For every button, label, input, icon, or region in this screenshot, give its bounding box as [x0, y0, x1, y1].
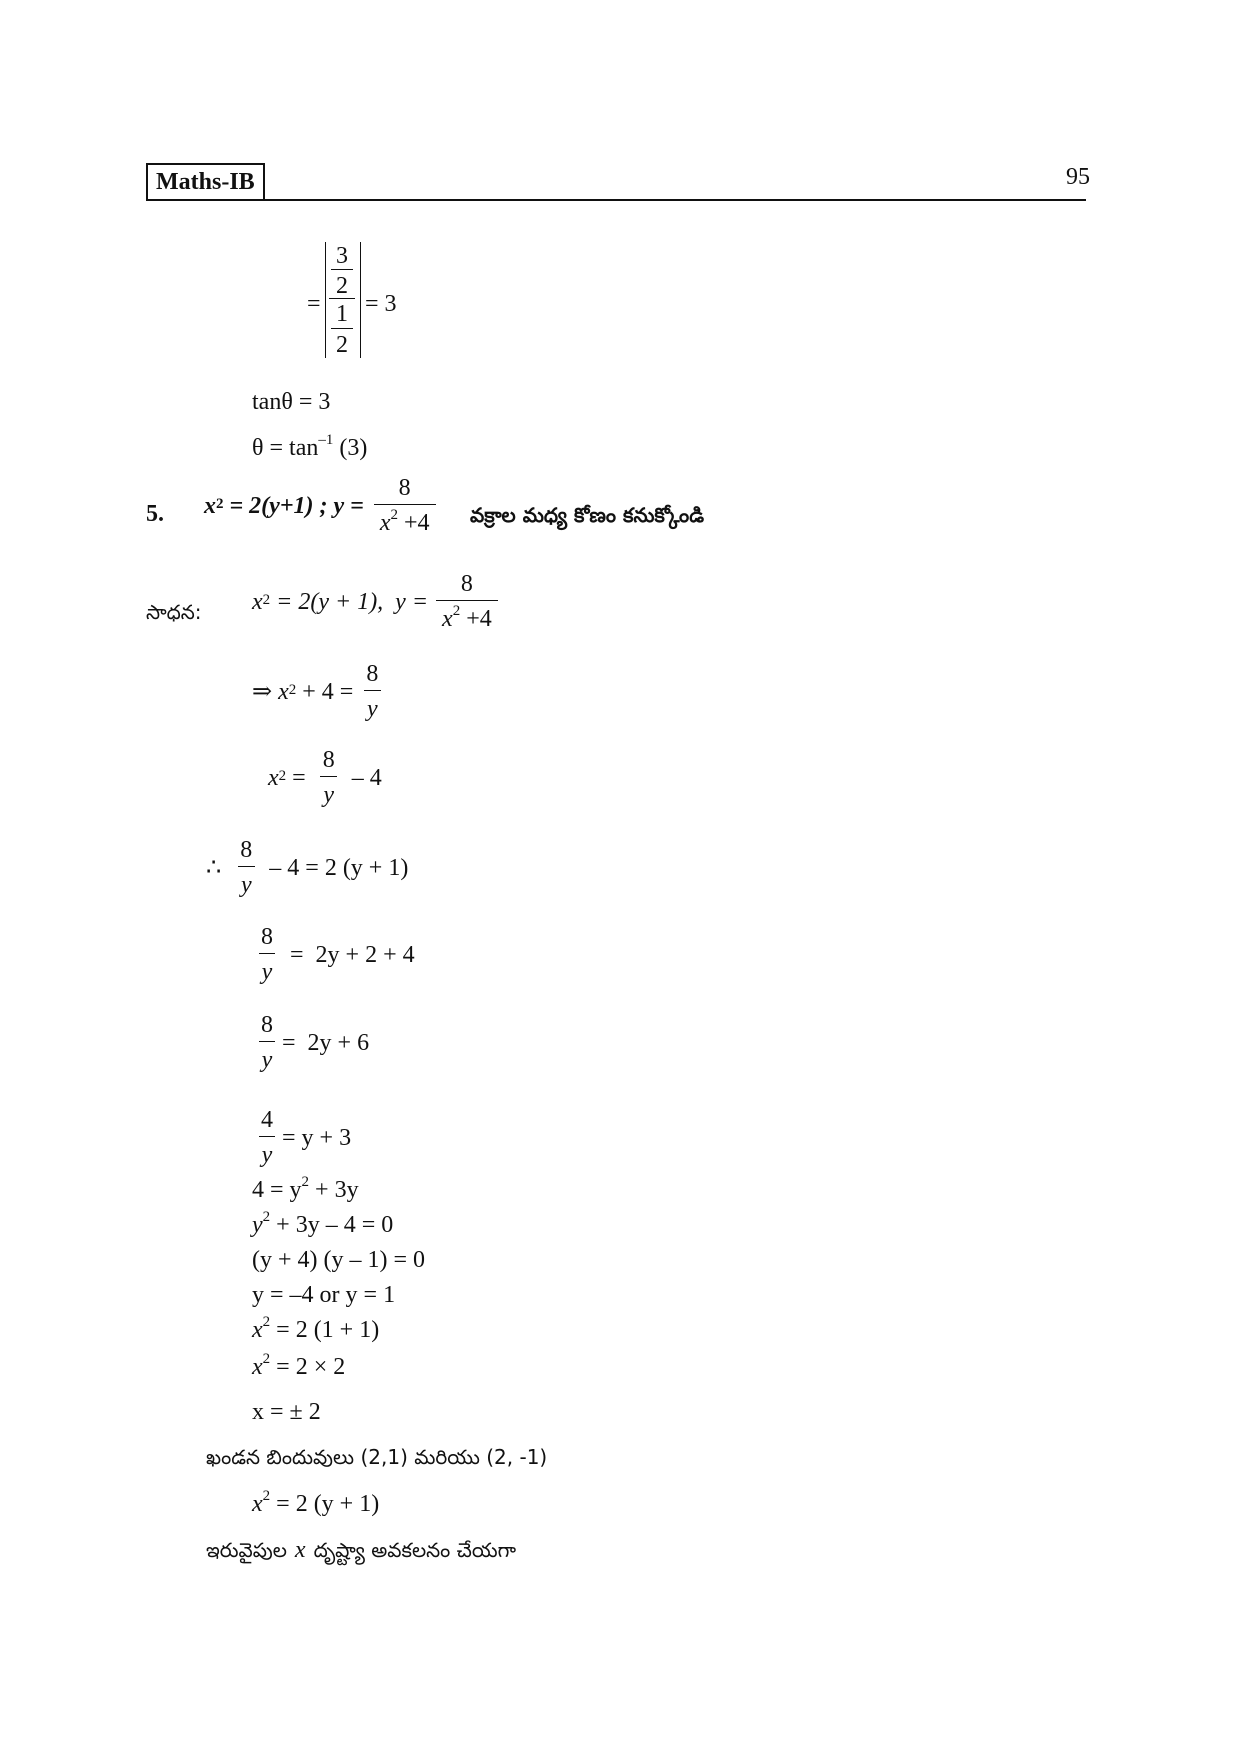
q-den-rest: +4: [397, 510, 430, 536]
solution-line-3: x $^2$ = $\frac{8}{y}$ – 4: [268, 747, 382, 808]
s2-prefix: ⇒ x: [252, 678, 289, 705]
q-frac-den: [374, 504, 436, 535]
s16-b: = 2 (y + 1): [270, 1491, 380, 1517]
page-number: 95: [1066, 164, 1090, 190]
abs-eq-left: =: [307, 291, 321, 317]
s3-mid: =: [286, 764, 306, 791]
s4-den: y: [238, 866, 255, 897]
abs-line-2: [331, 328, 353, 329]
question-number: 5.: [146, 501, 164, 527]
solution-line-1: x $^2$ = 2(y + 1), y = $\frac{8}{x^2 +4}$: [252, 572, 502, 631]
s8-b: + 3y: [309, 1177, 359, 1203]
s3-x: x: [268, 764, 279, 791]
solution-line-8: [252, 1174, 359, 1203]
s9-sup: 2: [262, 1209, 271, 1225]
s1-den-x: x: [442, 606, 453, 632]
s1-x: x: [252, 588, 263, 615]
abs-den-bottom: 2: [336, 332, 348, 358]
abs-line-main: [329, 298, 355, 299]
abs-den-top: 2: [336, 273, 348, 299]
s8-a: 4 = y: [252, 1177, 302, 1203]
s5-suffix: = 2y + 2 + 4: [290, 941, 415, 968]
book-title-box: [146, 163, 265, 199]
s3-den: y: [320, 776, 337, 807]
theta-suffix: (3): [333, 435, 368, 461]
s2-mid: + 4 =: [296, 678, 354, 705]
q-eq-rest: = 2(y+1) ; y =: [223, 492, 364, 519]
s17-telugu-a: ఇరువైపుల: [206, 1538, 287, 1562]
question-equation: x $^2$ = 2(y+1) ; y = $\frac{8}{x^2 +4}$: [204, 476, 440, 535]
q-fraction: [374, 476, 436, 535]
s1-frac-num: 8: [460, 571, 473, 597]
solution-line-14: x = ± 2: [252, 1399, 321, 1425]
solution-line-15: ఖండన బిందువులు (2,1) మరియు (2, -1): [206, 1445, 548, 1469]
solution-line-16: [252, 1488, 380, 1517]
s9-b: + 3y – 4 = 0: [270, 1212, 394, 1238]
s1-den-sup: 2: [452, 603, 461, 619]
solution-line-5: [254, 925, 415, 984]
s6-suffix: = 2y + 6: [282, 1029, 370, 1056]
abs-eq-right: = 3: [365, 291, 397, 317]
s16-a: x: [252, 1491, 263, 1517]
s17-telugu-b: దృష్ట్యా అవకలనం చేయగా: [313, 1538, 517, 1562]
question-telugu: వక్రాల మధ్య కోణం కనుక్కోండి: [470, 503, 704, 527]
s7-suffix: = y + 3: [282, 1124, 352, 1151]
s3-fraction: [320, 748, 338, 807]
tan-theta-line: tanθ = 3: [252, 389, 331, 415]
s5-den: y: [259, 953, 276, 984]
s17-x: x: [294, 1537, 306, 1563]
s4-suffix: – 4 = 2 (y + 1): [269, 854, 409, 881]
s13-a: x: [252, 1354, 263, 1380]
s13-b: = 2 × 2: [270, 1354, 346, 1380]
q-den-x: x: [379, 510, 391, 536]
s12-a: x: [252, 1317, 263, 1343]
s4-num: 8: [240, 837, 253, 863]
s12-b: = 2 (1 + 1): [270, 1317, 380, 1343]
s7-num: 4: [261, 1107, 273, 1133]
theta-line: [252, 432, 368, 461]
header-rule: [146, 199, 1086, 201]
solution-line-12: [252, 1314, 380, 1343]
abs-line-1: [331, 269, 353, 270]
solution-label: సాధన:: [146, 600, 202, 624]
q-eq-x: x: [204, 492, 216, 519]
s9-a: y: [252, 1212, 263, 1238]
solution-line-9: [252, 1209, 394, 1238]
s1-frac-den: [436, 600, 498, 631]
solution-line-6: [254, 1013, 369, 1072]
s16-sup: 2: [262, 1488, 271, 1504]
s8-sup: 2: [301, 1174, 310, 1190]
s6-num: 8: [261, 1012, 273, 1038]
s3-num: 8: [322, 747, 335, 773]
s6-fraction: [258, 1013, 276, 1072]
s5-fraction: [258, 925, 276, 984]
solution-line-10: (y + 4) (y – 1) = 0: [252, 1247, 426, 1273]
s2-num: 8: [366, 661, 379, 687]
book-title: Maths-IB: [156, 169, 255, 195]
abs-num-bottom: 1: [336, 301, 348, 327]
solution-line-4: [206, 838, 408, 897]
s7-fraction: [258, 1108, 276, 1167]
q-frac-num: 8: [398, 475, 411, 501]
s1-fraction: [436, 572, 498, 631]
s1-den-rest: +4: [460, 606, 492, 632]
s2-fraction: [363, 662, 381, 721]
solution-line-13: [252, 1351, 346, 1380]
s7-den: y: [259, 1136, 276, 1167]
solution-line-7: [254, 1108, 351, 1167]
solution-line-11: y = –4 or y = 1: [252, 1282, 396, 1308]
q-den-sup: 2: [390, 507, 398, 523]
s6-den: y: [259, 1041, 276, 1072]
therefore-symbol: ∴: [206, 854, 222, 881]
s5-num: 8: [261, 924, 273, 950]
s4-fraction: [237, 838, 255, 897]
theta-sup: –1: [318, 432, 334, 448]
s1-rest: = 2(y + 1), y =: [270, 588, 429, 615]
theta-prefix: θ = tan: [252, 435, 319, 461]
s13-sup: 2: [262, 1351, 271, 1367]
s2-den: y: [364, 690, 381, 721]
abs-num-top: 3: [336, 243, 348, 269]
solution-line-2: ⇒ x $^2$ + 4 = $\frac{8}{y}$: [252, 662, 385, 721]
solution-line-17: [206, 1538, 516, 1567]
s12-sup: 2: [262, 1314, 271, 1330]
s3-suffix: – 4: [351, 764, 382, 791]
